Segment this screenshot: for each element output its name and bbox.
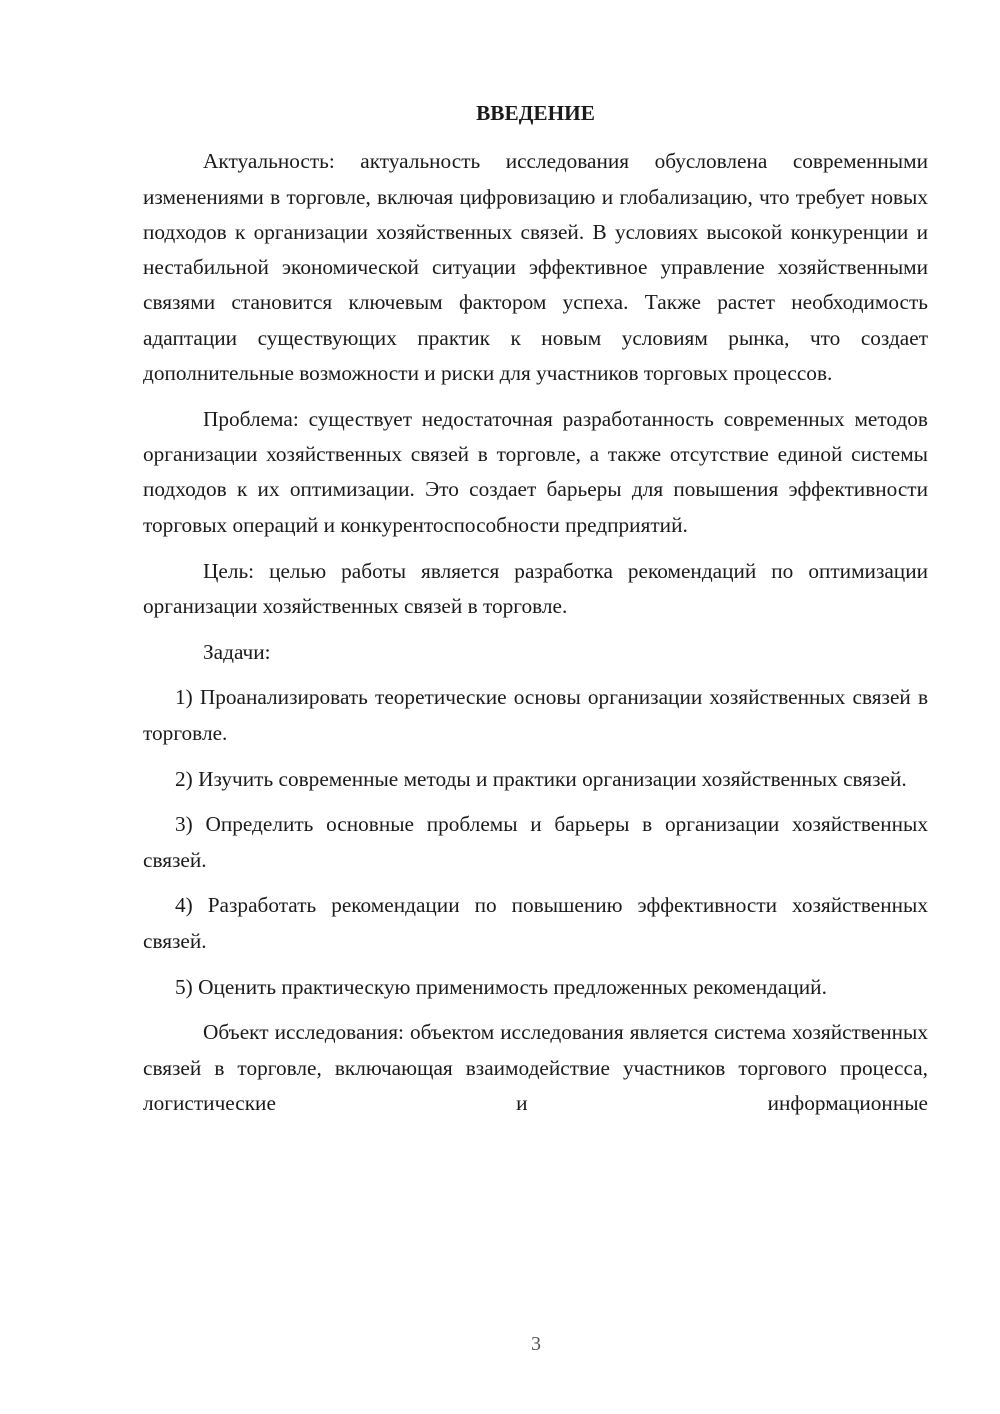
task-item-1: 1) Проанализировать теоретические основы организации хозяйственных связей в торговле. bbox=[143, 685, 928, 745]
page-body bbox=[143, 96, 928, 1132]
task-item-5: 5) Оценить практическую применимость предложенных рекомендаций. bbox=[175, 974, 827, 999]
section-heading: ВВЕДЕНИЕ bbox=[476, 101, 595, 125]
paragraph-goal: Цель: целью работы является разработка рекомендаций по оптимизации организации хозяйственных связей в торговле. bbox=[143, 558, 928, 618]
paragraph-relevance: Актуальность: актуальность исследования обусловлена современными изменениями в торговле, включая цифровизацию и глобализацию, что требует новых подходов к организации хозяйственных связей. В условиях высокой конкуренции и нестабильной экономической ситуации эффективное управление хозяйственными связями становится ключевым фактором успеха. Также растет необходимость адаптации существующих практик к новым условиям рынка, что создает дополнительные возможности и риски для участников торговых процессов. bbox=[143, 149, 928, 386]
page-number: 3 bbox=[531, 1333, 541, 1355]
task-item-4: 4) Разработать рекомендации по повышению эффективности хозяйственных связей. bbox=[143, 893, 928, 953]
tasks-title: Задачи: bbox=[203, 639, 271, 664]
task-item-2: 2) Изучить современные методы и практики организации хозяйственных связей. bbox=[175, 766, 907, 791]
paragraph-problem: Проблема: существует недостаточная разработанность современных методов организации хозяйственных связей в торговле, а также отсутствие единой системы подходов к их оптимизации. Это создает барьеры для повышения эффективности торговых операций и конкурентоспособности предприятий. bbox=[143, 406, 928, 537]
task-item-3: 3) Определить основные проблемы и барьеры в организации хозяйственных связей. bbox=[143, 812, 928, 872]
paragraph-object: Объект исследования: объектом исследования является система хозяйственных связей в торговле, включающая взаимодействие участников торгового процесса, логистические и информационные bbox=[143, 1020, 928, 1115]
